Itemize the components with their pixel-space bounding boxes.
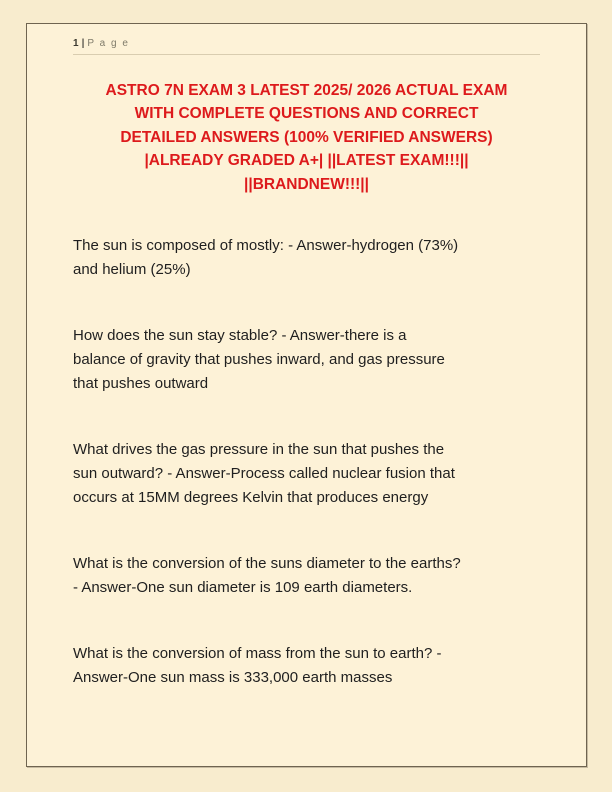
page-number: 1 xyxy=(73,38,79,49)
text-line: Answer-One sun mass is 333,000 earth masses xyxy=(73,669,393,687)
text-line: and helium (25%) xyxy=(73,261,191,279)
text-line: What is the conversion of the suns diameter to the earths? xyxy=(73,555,461,573)
qa-paragraph xyxy=(73,552,540,600)
qa-paragraph xyxy=(73,642,540,690)
text-line: WITH COMPLETE QUESTIONS AND CORRECT xyxy=(134,105,479,123)
text-line: What is the conversion of mass from the sun to earth? - xyxy=(73,645,442,663)
header-separator: | xyxy=(81,38,85,49)
text-line: ||BRANDNEW!!!|| xyxy=(244,175,369,193)
text-line: occurs at 15MM degrees Kelvin that produces energy xyxy=(73,489,429,507)
text-line: that pushes outward xyxy=(73,375,209,393)
text-line: How does the sun stay stable? - Answer-there is a xyxy=(73,327,407,345)
text-line: The sun is composed of mostly: - Answer-hydrogen (73%) xyxy=(73,237,459,255)
document-title xyxy=(73,79,540,196)
text-line: - Answer-One sun diameter is 109 earth diameters. xyxy=(73,579,413,597)
text-line: sun outward? - Answer-Process called nuclear fusion that xyxy=(73,465,455,483)
page-label: P a g e xyxy=(87,38,130,49)
document-page xyxy=(26,23,587,767)
qa-paragraph xyxy=(73,234,540,282)
text-line: ASTRO 7N EXAM 3 LATEST 2025/ 2026 ACTUAL EXAM xyxy=(105,82,508,99)
text-line: DETAILED ANSWERS (100% VERIFIED ANSWERS) xyxy=(120,128,493,146)
text-line: |ALREADY GRADED A+| ||LATEST EXAM!!!|| xyxy=(144,152,469,170)
qa-paragraph xyxy=(73,438,540,510)
text-line: balance of gravity that pushes inward, and gas pressure xyxy=(73,351,445,369)
qa-paragraph xyxy=(73,324,540,396)
page-header xyxy=(73,24,540,55)
text-line: What drives the gas pressure in the sun that pushes the xyxy=(73,441,445,459)
document-body xyxy=(73,234,540,690)
